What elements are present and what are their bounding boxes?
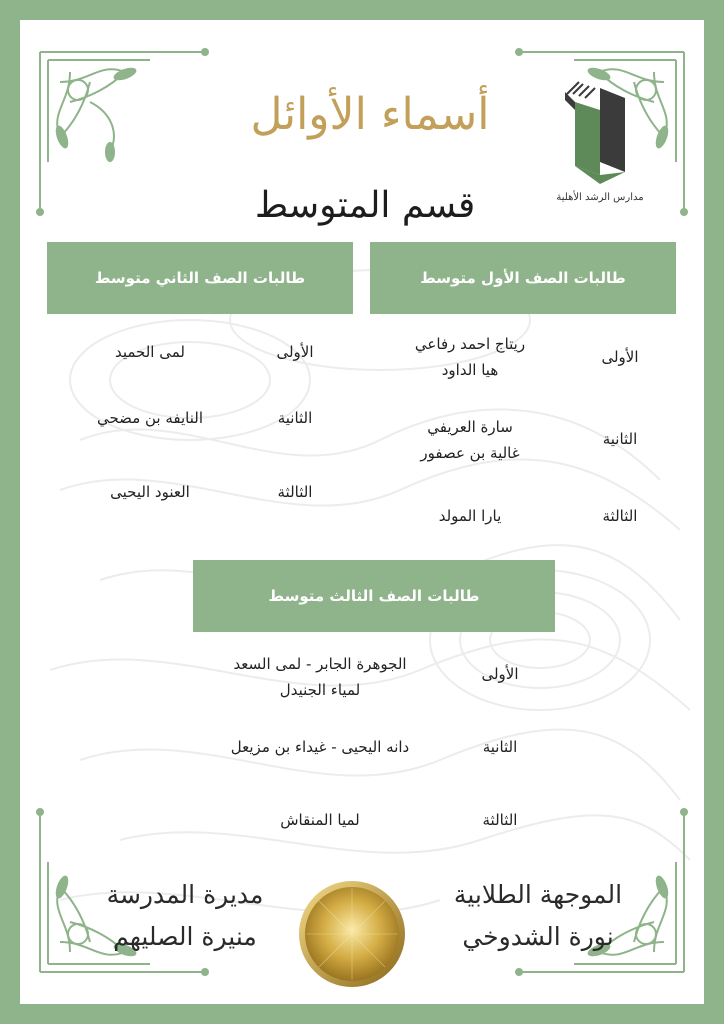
- grade3-name-3: لميا المنقاش: [280, 811, 360, 829]
- grade1-rank-1: الأولى: [601, 348, 639, 366]
- grade1-name-2a: سارة العريفي: [427, 418, 513, 436]
- counselor-name: نورة الشدوخي: [462, 922, 614, 951]
- certificate-page: [20, 20, 704, 1004]
- grade3-header: طالبات الصف الثالث متوسط: [193, 560, 555, 632]
- grade1-rank-3: الثالثة: [602, 507, 638, 525]
- grade2-name-2: النايفه بن مضحي: [97, 409, 203, 427]
- grade2-rank-3: الثالثة: [277, 483, 313, 501]
- section-subtitle: قسم المتوسط: [254, 185, 476, 226]
- principal-title: مديرة المدرسة: [106, 880, 264, 909]
- grade2-header: طالبات الصف الثاني متوسط: [47, 242, 353, 314]
- page-title: أسماء الأوائل: [250, 89, 490, 140]
- grade3-rank-2: الثانية: [482, 738, 518, 756]
- grade3-name-1a: الجوهرة الجابر - لمى السعد: [233, 655, 407, 673]
- book-logo-icon: [545, 80, 655, 190]
- school-logo: [545, 80, 655, 220]
- grade2-rank-1: الأولى: [276, 343, 314, 361]
- corner-ornament-top-left: [30, 42, 210, 222]
- principal-name: منيرة الصليهم: [113, 922, 257, 951]
- grade3-rank-3: الثالثة: [482, 811, 518, 829]
- grade3-rank-1: الأولى: [481, 665, 519, 683]
- grade1-name-1a: ريتاج احمد رفاعي: [414, 335, 526, 353]
- counselor-title: الموجهة الطلابية: [453, 880, 623, 909]
- grade2-rank-2: الثانية: [277, 409, 313, 427]
- grade1-header: طالبات الصف الأول متوسط: [370, 242, 676, 314]
- school-name: مدارس الرشد الأهلية: [556, 192, 644, 203]
- grade2-name-3: العنود اليحيى: [110, 483, 190, 501]
- grade1-name-2b: غالية بن عصفور: [420, 444, 520, 462]
- gold-seal-icon: [298, 880, 406, 988]
- grade1-name-1b: هيا الداود: [441, 361, 499, 379]
- grade1-rank-2: الثانية: [602, 430, 638, 448]
- grade3-name-1b: لمياء الجنيدل: [279, 681, 361, 699]
- grade1-name-3: يارا المولد: [438, 507, 502, 525]
- grade3-name-2: دانه اليحيى - غيداء بن مزيعل: [230, 738, 410, 756]
- grade2-name-1: لمى الحميد: [114, 343, 185, 361]
